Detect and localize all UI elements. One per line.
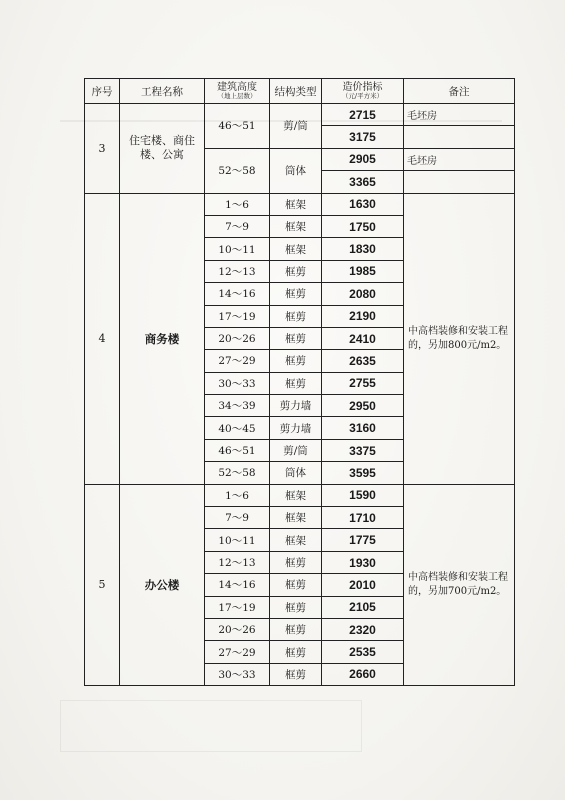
structure-cell: 筒体 [270,148,322,193]
header-cost-sub: （元/平方米） [341,92,384,100]
cost-cell: 3365 [322,171,404,193]
structure-cell: 剪力墙 [270,395,322,417]
height-cell: 34～39 [205,395,270,417]
cost-cell: 2715 [322,104,404,126]
remark-cell: 毛坯房 [404,148,515,170]
height-cell: 27～29 [205,350,270,372]
remark-cell: 中高档装修和安装工程的，另加700元/m2。 [404,484,515,686]
structure-cell: 框架 [270,507,322,529]
structure-cell: 筒体 [270,462,322,484]
cost-cell: 3175 [322,126,404,148]
height-cell: 12～13 [205,260,270,282]
cost-cell: 2190 [322,305,404,327]
cost-cell: 2105 [322,596,404,618]
height-cell: 30～33 [205,372,270,394]
height-cell: 7～9 [205,507,270,529]
bleed-through-line [60,700,362,752]
structure-cell: 剪/筒 [270,104,322,149]
height-cell: 17～19 [205,305,270,327]
height-cell: 46～51 [205,439,270,461]
remark-cell: 毛坯房 [404,104,515,126]
project-name-cell: 住宅楼、商住楼、公寓 [120,104,205,194]
header-seq: 序号 [85,79,120,104]
cost-cell: 2080 [322,283,404,305]
structure-cell: 框剪 [270,372,322,394]
cost-cell: 2950 [322,395,404,417]
table-row [85,104,515,126]
structure-cell: 框剪 [270,283,322,305]
height-cell: 12～13 [205,551,270,573]
cost-cell: 2635 [322,350,404,372]
height-cell: 30～33 [205,663,270,685]
height-cell: 27～29 [205,641,270,663]
table-row [85,193,515,215]
header-project-name: 工程名称 [120,79,205,104]
structure-cell: 框剪 [270,618,322,640]
remark-cell [404,126,515,148]
cost-cell: 2410 [322,327,404,349]
height-cell: 14～16 [205,283,270,305]
cost-cell: 1930 [322,551,404,573]
cost-cell: 3595 [322,462,404,484]
structure-cell: 框架 [270,484,322,506]
structure-cell: 剪/筒 [270,439,322,461]
cost-cell: 1830 [322,238,404,260]
height-cell: 7～9 [205,215,270,237]
header-remark: 备注 [404,79,515,104]
cost-cell: 2320 [322,618,404,640]
remark-cell [404,171,515,193]
height-cell: 14～16 [205,574,270,596]
height-cell: 1～6 [205,193,270,215]
structure-cell: 框剪 [270,350,322,372]
structure-cell: 框剪 [270,574,322,596]
height-cell: 17～19 [205,596,270,618]
cost-cell: 2905 [322,148,404,170]
table-row [85,484,515,506]
structure-cell: 框架 [270,238,322,260]
cost-cell: 2755 [322,372,404,394]
height-cell: 40～45 [205,417,270,439]
cost-cell: 1750 [322,215,404,237]
structure-cell: 剪力墙 [270,417,322,439]
height-cell: 52～58 [205,148,270,193]
cost-cell: 1985 [322,260,404,282]
cost-cell: 1775 [322,529,404,551]
remark-cell: 中高档装修和安装工程的，另加800元/m2。 [404,193,515,484]
table-header-row [85,79,515,104]
height-cell: 46～51 [205,104,270,149]
header-height-main: 建筑高度 [217,82,257,93]
cost-cell: 2660 [322,663,404,685]
cost-cell: 1630 [322,193,404,215]
cost-cell: 2010 [322,574,404,596]
height-cell: 20～26 [205,327,270,349]
structure-cell: 框剪 [270,641,322,663]
structure-cell: 框剪 [270,327,322,349]
height-cell: 52～58 [205,462,270,484]
cost-cell: 1590 [322,484,404,506]
header-cost-main: 造价指标 [342,82,383,93]
project-name-cell: 商务楼 [120,193,205,484]
cost-cell: 2535 [322,641,404,663]
structure-cell: 框剪 [270,663,322,685]
header-height-sub: （地上层数） [217,92,257,100]
structure-cell: 框剪 [270,596,322,618]
structure-cell: 框剪 [270,305,322,327]
seq-cell: 3 [85,104,120,194]
header-structure: 结构类型 [270,79,322,104]
structure-cell: 框剪 [270,260,322,282]
structure-cell: 框架 [270,215,322,237]
height-cell: 20～26 [205,618,270,640]
structure-cell: 框架 [270,529,322,551]
cost-cell: 3160 [322,417,404,439]
header-height [205,79,270,104]
height-cell: 10～11 [205,529,270,551]
seq-cell: 4 [85,193,120,484]
cost-index-table [84,78,515,686]
height-cell: 10～11 [205,238,270,260]
seq-cell: 5 [85,484,120,686]
header-cost [322,79,404,104]
structure-cell: 框架 [270,193,322,215]
structure-cell: 框剪 [270,551,322,573]
project-name-cell: 办公楼 [120,484,205,686]
height-cell: 1～6 [205,484,270,506]
cost-cell: 3375 [322,439,404,461]
cost-cell: 1710 [322,507,404,529]
